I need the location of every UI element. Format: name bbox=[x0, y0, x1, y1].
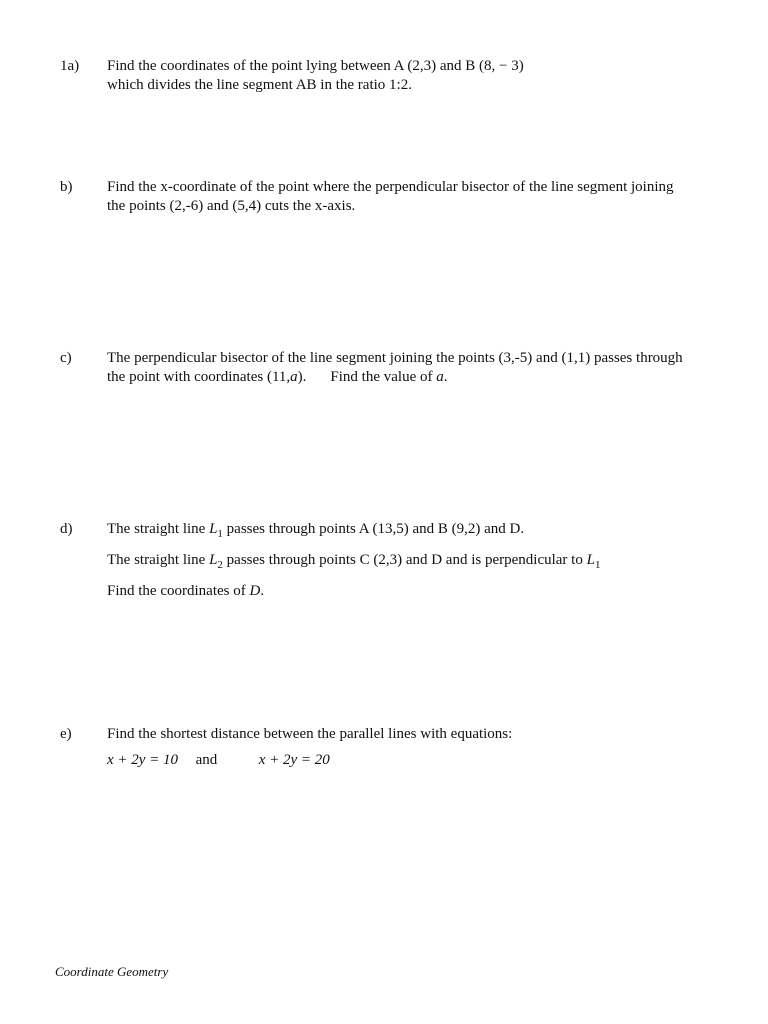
text-segment: the point with coordinates (11, bbox=[107, 369, 291, 385]
question-line: Find the coordinates of the point lying between A (2,3) and B (8, − 3) bbox=[107, 58, 524, 74]
question-line: Find the x-coordinate of the point where the perpendicular bisector of the line segment joining bbox=[107, 179, 674, 195]
question-label: e) bbox=[60, 726, 72, 742]
text-segment: Find the coordinates of bbox=[107, 583, 250, 599]
variable-L: L bbox=[586, 552, 595, 568]
variable-L: L bbox=[209, 521, 218, 537]
text-segment: The straight line bbox=[107, 552, 210, 568]
text-segment: . bbox=[443, 369, 448, 385]
text-segment: The straight line bbox=[107, 521, 210, 537]
question-label: d) bbox=[60, 521, 73, 537]
question-line bbox=[107, 368, 717, 387]
question-line bbox=[107, 582, 717, 601]
text-segment: passes through points C (2,3) and D and is perpendicular to bbox=[222, 552, 587, 568]
question-text bbox=[107, 520, 717, 601]
question-line: the points (2,-6) and (5,4) cuts the x-axis. bbox=[107, 198, 356, 214]
text-segment: passes through points A (13,5) and B (9,2) and D. bbox=[222, 521, 525, 537]
question-label: b) bbox=[60, 179, 73, 195]
variable-a: a bbox=[436, 369, 444, 385]
question-line: The perpendicular bisector of the line segment joining the points (3,-5) and (1,1) passes through bbox=[107, 350, 683, 366]
variable-a: a bbox=[290, 369, 298, 385]
subscript: 1 bbox=[594, 559, 601, 571]
question-line: which divides the line segment AB in the ratio 1:2. bbox=[107, 77, 412, 93]
question-text bbox=[107, 349, 717, 387]
subscript: 2 bbox=[217, 559, 223, 571]
and-word: and bbox=[195, 752, 218, 768]
text-segment: . bbox=[260, 583, 265, 599]
question-label: c) bbox=[60, 350, 72, 366]
variable-D: D bbox=[249, 583, 261, 599]
equation-row bbox=[107, 751, 717, 770]
question-text bbox=[107, 725, 717, 770]
question-text bbox=[107, 57, 717, 95]
question-line bbox=[107, 520, 717, 544]
page-footer: Coordinate Geometry bbox=[55, 964, 169, 979]
subscript: 1 bbox=[217, 528, 223, 540]
equation-1: x + 2y = 10 bbox=[107, 752, 179, 768]
question-text bbox=[107, 178, 717, 216]
text-segment: Find the value of bbox=[330, 369, 437, 385]
variable-L: L bbox=[209, 552, 218, 568]
text-segment: ). bbox=[297, 369, 307, 385]
question-label: 1a) bbox=[60, 58, 80, 74]
equation-2: x + 2y = 20 bbox=[258, 752, 330, 768]
question-line: Find the shortest distance between the parallel lines with equations: bbox=[107, 726, 513, 742]
question-line bbox=[107, 551, 717, 575]
